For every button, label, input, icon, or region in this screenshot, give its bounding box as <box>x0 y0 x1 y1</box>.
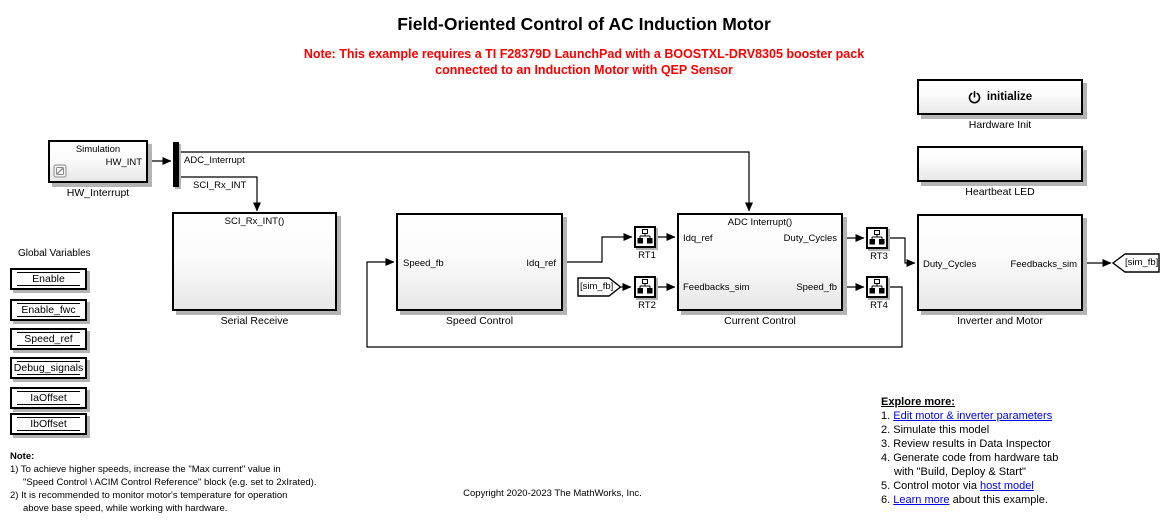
data-store-ib-offset-label: IbOffset <box>30 418 67 430</box>
demux-bar[interactable] <box>173 142 179 187</box>
host-model-link[interactable]: host model <box>980 480 1034 492</box>
data-store-ib-offset[interactable] <box>10 413 87 435</box>
inverter-out-port: Feedbacks_sim <box>1010 259 1077 270</box>
current-control-out1-port: Duty_Cycles <box>783 233 837 244</box>
copyright-text: Copyright 2020-2023 The MathWorks, Inc. <box>463 488 642 499</box>
speed-control-out-port: Idq_ref <box>526 258 556 269</box>
explore-heading: Explore more: <box>881 396 955 408</box>
hw-interrupt-label: HW_Interrupt <box>66 187 130 199</box>
current-control-in1-port: Idq_ref <box>683 233 713 244</box>
goto-tag-text: [sim_fb] <box>1125 257 1159 268</box>
heartbeat-led-block[interactable] <box>917 146 1083 182</box>
data-store-enable-label: Enable <box>32 273 65 285</box>
speed-control-block[interactable] <box>396 213 563 311</box>
serial-receive-trigger-label: SCI_Rx_INT() <box>224 216 285 227</box>
rate-transition-icon <box>868 278 886 296</box>
rt4-label: RT4 <box>870 300 888 311</box>
hw-int-port-label: HW_INT <box>105 157 142 168</box>
rate-transition-rt4-block[interactable] <box>866 276 888 298</box>
current-control-block[interactable] <box>677 213 843 311</box>
variant-badge-icon <box>53 164 67 178</box>
current-control-in2-port: Feedbacks_sim <box>683 282 750 293</box>
rate-transition-rt2-block[interactable] <box>634 276 656 298</box>
explore-item-4-cont: with "Build, Deploy & Start" <box>894 466 1026 478</box>
current-control-trigger-label: ADC Interrupt() <box>727 217 793 228</box>
explore-item-4: 4. Generate code from hardware tab <box>881 452 1059 464</box>
rt2-label: RT2 <box>638 300 656 311</box>
speed-control-in-port: Speed_fb <box>403 258 444 269</box>
from-tag-sim-fb[interactable] <box>577 277 622 297</box>
footnote-line: 2) It is recommended to monitor motor's temperature for operation <box>10 490 288 501</box>
data-store-speed-ref[interactable] <box>10 328 87 350</box>
footnote-line: 1) To achieve higher speeds, increase the "Max current" value in <box>10 464 281 475</box>
global-variables-heading: Global Variables <box>18 248 91 259</box>
explore-item-5-text: 5. Control motor via <box>881 480 977 492</box>
hardware-init-label: Hardware Init <box>968 119 1032 131</box>
footnote-heading: Note: <box>10 451 35 462</box>
data-store-debug-signals-label: Debug_signals <box>13 362 84 374</box>
footnote <box>10 450 350 515</box>
speed-control-label: Speed Control <box>445 315 514 327</box>
hardware-warning-line1: Note: This example requires a TI F28379D LaunchPad with a BOOSTXL-DRV8305 booster pack <box>303 47 865 61</box>
hardware-init-block[interactable] <box>917 79 1083 115</box>
hw-interrupt-variant-label: Simulation <box>75 144 121 155</box>
explore-item-1-num: 1. <box>881 410 891 422</box>
hw-interrupt-block[interactable] <box>48 140 148 183</box>
model-title: Field-Oriented Control of AC Induction Motor <box>397 14 771 34</box>
wire-adc-interrupt[interactable] <box>180 152 749 211</box>
data-store-debug-signals[interactable] <box>10 357 87 379</box>
current-control-label: Current Control <box>724 315 796 327</box>
rt1-label: RT1 <box>638 250 656 261</box>
edit-parameters-link[interactable]: Edit motor & inverter parameters <box>893 410 1053 422</box>
rate-transition-icon <box>636 228 654 246</box>
data-store-enable-fwc-label: Enable_fwc <box>21 304 76 316</box>
current-control-out2-port: Speed_fb <box>796 282 837 293</box>
learn-more-link[interactable]: Learn more <box>893 494 950 506</box>
inverter-and-motor-block[interactable] <box>917 214 1083 311</box>
explore-item-2: 2. Simulate this model <box>881 424 990 436</box>
inverter-and-motor-label: Inverter and Motor <box>957 315 1043 327</box>
footnote-line: "Speed Control \ ACIM Control Reference" block (e.g. set to 2xIrated). <box>23 477 317 488</box>
explore-item-3: 3. Review results in Data Inspector <box>881 438 1051 450</box>
from-tag-text: [sim_fb] <box>580 281 614 292</box>
explore-item-6-num: 6. <box>881 494 891 506</box>
initialize-button-label[interactable]: initialize <box>986 91 1033 103</box>
heartbeat-led-label: Heartbeat LED <box>965 186 1035 198</box>
rate-transition-icon <box>868 229 886 247</box>
hardware-warning-line2: connected to an Induction Motor with QEP Sensor <box>435 63 733 77</box>
adc-interrupt-signal-label: ADC_Interrupt <box>184 155 245 166</box>
data-store-speed-ref-label: Speed_ref <box>24 333 73 345</box>
data-store-ia-offset-label: IaOffset <box>30 392 67 404</box>
data-store-ia-offset[interactable] <box>10 387 87 409</box>
power-icon <box>968 91 981 104</box>
rate-transition-rt3-block[interactable] <box>866 227 888 249</box>
serial-receive-label: Serial Receive <box>220 315 289 327</box>
rate-transition-icon <box>636 278 654 296</box>
serial-receive-block[interactable] <box>172 212 337 311</box>
data-store-enable-fwc[interactable] <box>10 299 87 321</box>
footnote-line: above base speed, while working with hardware. <box>23 503 228 514</box>
data-store-enable[interactable] <box>10 268 87 290</box>
inverter-in-port: Duty_Cycles <box>923 259 977 270</box>
explore-item-6-text: about this example. <box>952 494 1048 506</box>
goto-tag-sim-fb[interactable] <box>1112 253 1160 273</box>
wire-idqref-to-rt1[interactable] <box>563 237 632 262</box>
sci-rx-int-signal-label: SCI_Rx_INT <box>193 180 247 191</box>
explore-item-1 <box>881 409 1161 423</box>
rt3-label: RT3 <box>870 251 888 262</box>
rate-transition-rt1-block[interactable] <box>634 226 656 248</box>
